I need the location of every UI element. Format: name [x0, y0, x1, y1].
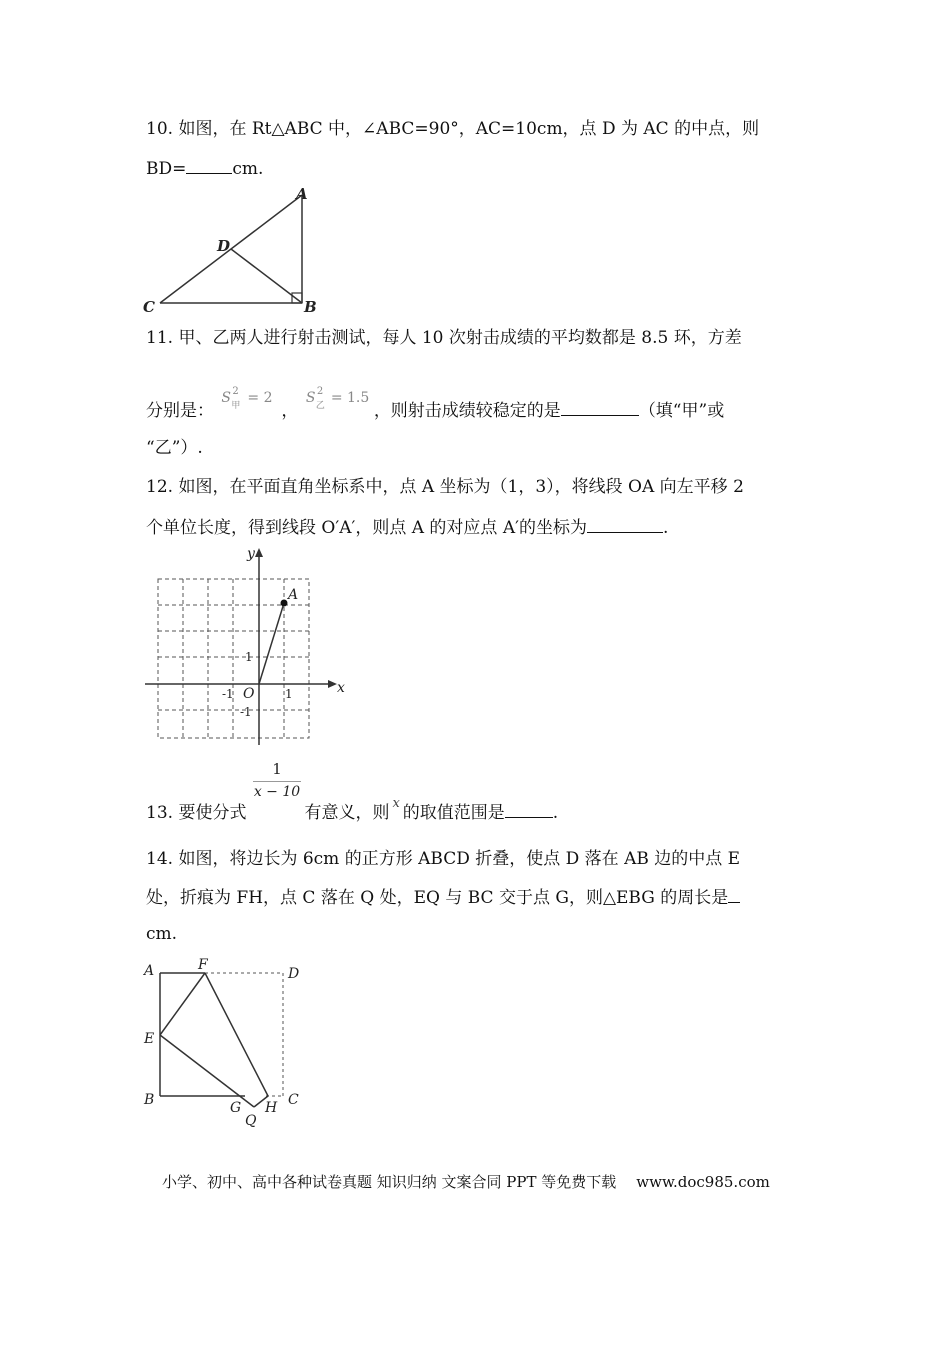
q14-line-3: cm. — [146, 924, 178, 944]
q10-line-2 — [146, 155, 263, 181]
q10-triangle-figure — [140, 185, 325, 317]
page-footer — [162, 1171, 770, 1192]
q10-label-d: D — [217, 237, 231, 255]
q12-tick-y-neg1: -1 — [240, 705, 252, 719]
q14-label-c: C — [288, 1092, 299, 1108]
q14-square-fold-figure — [140, 955, 315, 1135]
q14-label-a: A — [144, 963, 155, 979]
q12-tick-x-neg1: -1 — [222, 687, 234, 701]
q14-label-h: H — [265, 1100, 278, 1116]
q10-label-c: C — [143, 298, 155, 316]
q13-fraction-denominator: x − 10 — [253, 781, 301, 800]
q14-label-e: E — [144, 1031, 155, 1047]
q14-line-2: 处，折痕为 FH，点 C 落在 Q 处，EQ 与 BC 交于点 G，则△EBG 的周长是 — [146, 884, 740, 910]
q14-line-1: 14. 如图，将边长为 6cm 的正方形 ABCD 折叠，使点 D 落在 AB 边的中点 E — [146, 849, 741, 869]
q11-line-3: “乙”）. — [146, 438, 203, 458]
q11-variance-yi: S 2 乙 = 1.5 — [305, 386, 370, 411]
footer-text: 小学、初中、高中各种试卷真题 知识归纳 文案合同 PPT 等免费下载 — [162, 1173, 617, 1191]
q13-line: 13. 要使分式 有意义，则 $^x$ 的取值范围是 . — [146, 796, 559, 823]
q12-answer-blank — [587, 514, 663, 533]
q10-label-a: A — [296, 185, 308, 203]
q11-line-2: 分别是： S 2 甲 = 2 ， S 2 乙 = 1.5 ，则射击成绩较稳定的是 （填“甲”或 — [146, 386, 725, 421]
q13-fraction — [253, 760, 301, 800]
q14-label-g: G — [230, 1100, 242, 1116]
q10-line-1: 10. 如图，在 Rt△ABC 中，∠ABC=90°，AC=10cm，点 D 为 AC 的中点，则 — [146, 119, 760, 139]
q11-answer-blank — [561, 397, 639, 416]
q10-unit: cm. — [232, 159, 264, 179]
q12-tick-x-1: 1 — [285, 687, 293, 701]
q12-axis-x-label: x — [337, 680, 345, 696]
q14-label-d: D — [288, 966, 300, 982]
q12-label-a: A — [288, 587, 299, 603]
q14-label-b: B — [144, 1092, 155, 1108]
q14-label-q: Q — [245, 1113, 257, 1129]
q12-line-2: 个单位长度，得到线段 O′A′，则点 A 的对应点 A′的坐标为 . — [146, 514, 668, 540]
q13-answer-blank — [505, 799, 553, 818]
q10-bd-label: BD= — [146, 159, 187, 179]
q11-line-1: 11. 甲、乙两人进行射击测试，每人 10 次射击成绩的平均数都是 8.5 环，方差 — [146, 328, 742, 348]
q12-axis-y-label: y — [247, 546, 255, 562]
q13-fraction-numerator: 1 — [272, 760, 282, 778]
footer-url[interactable]: www.doc985.com — [636, 1173, 770, 1191]
q14-answer-blank — [728, 884, 740, 903]
q12-line-1: 12. 如图，在平面直角坐标系中，点 A 坐标为（1，3），将线段 OA 向左平移 2 — [146, 477, 744, 497]
q10-answer-blank — [186, 155, 232, 174]
q13-variable: x — [392, 796, 400, 811]
q14-label-f: F — [198, 957, 208, 973]
q10-label-b: B — [304, 298, 317, 316]
q12-coordinate-figure — [140, 545, 350, 750]
q11-variance-jia: S 2 甲 = 2 — [221, 386, 273, 411]
q12-label-o: O — [243, 686, 255, 702]
q12-tick-y-1: 1 — [245, 650, 253, 664]
q11-prefix: 分别是： — [146, 401, 214, 421]
